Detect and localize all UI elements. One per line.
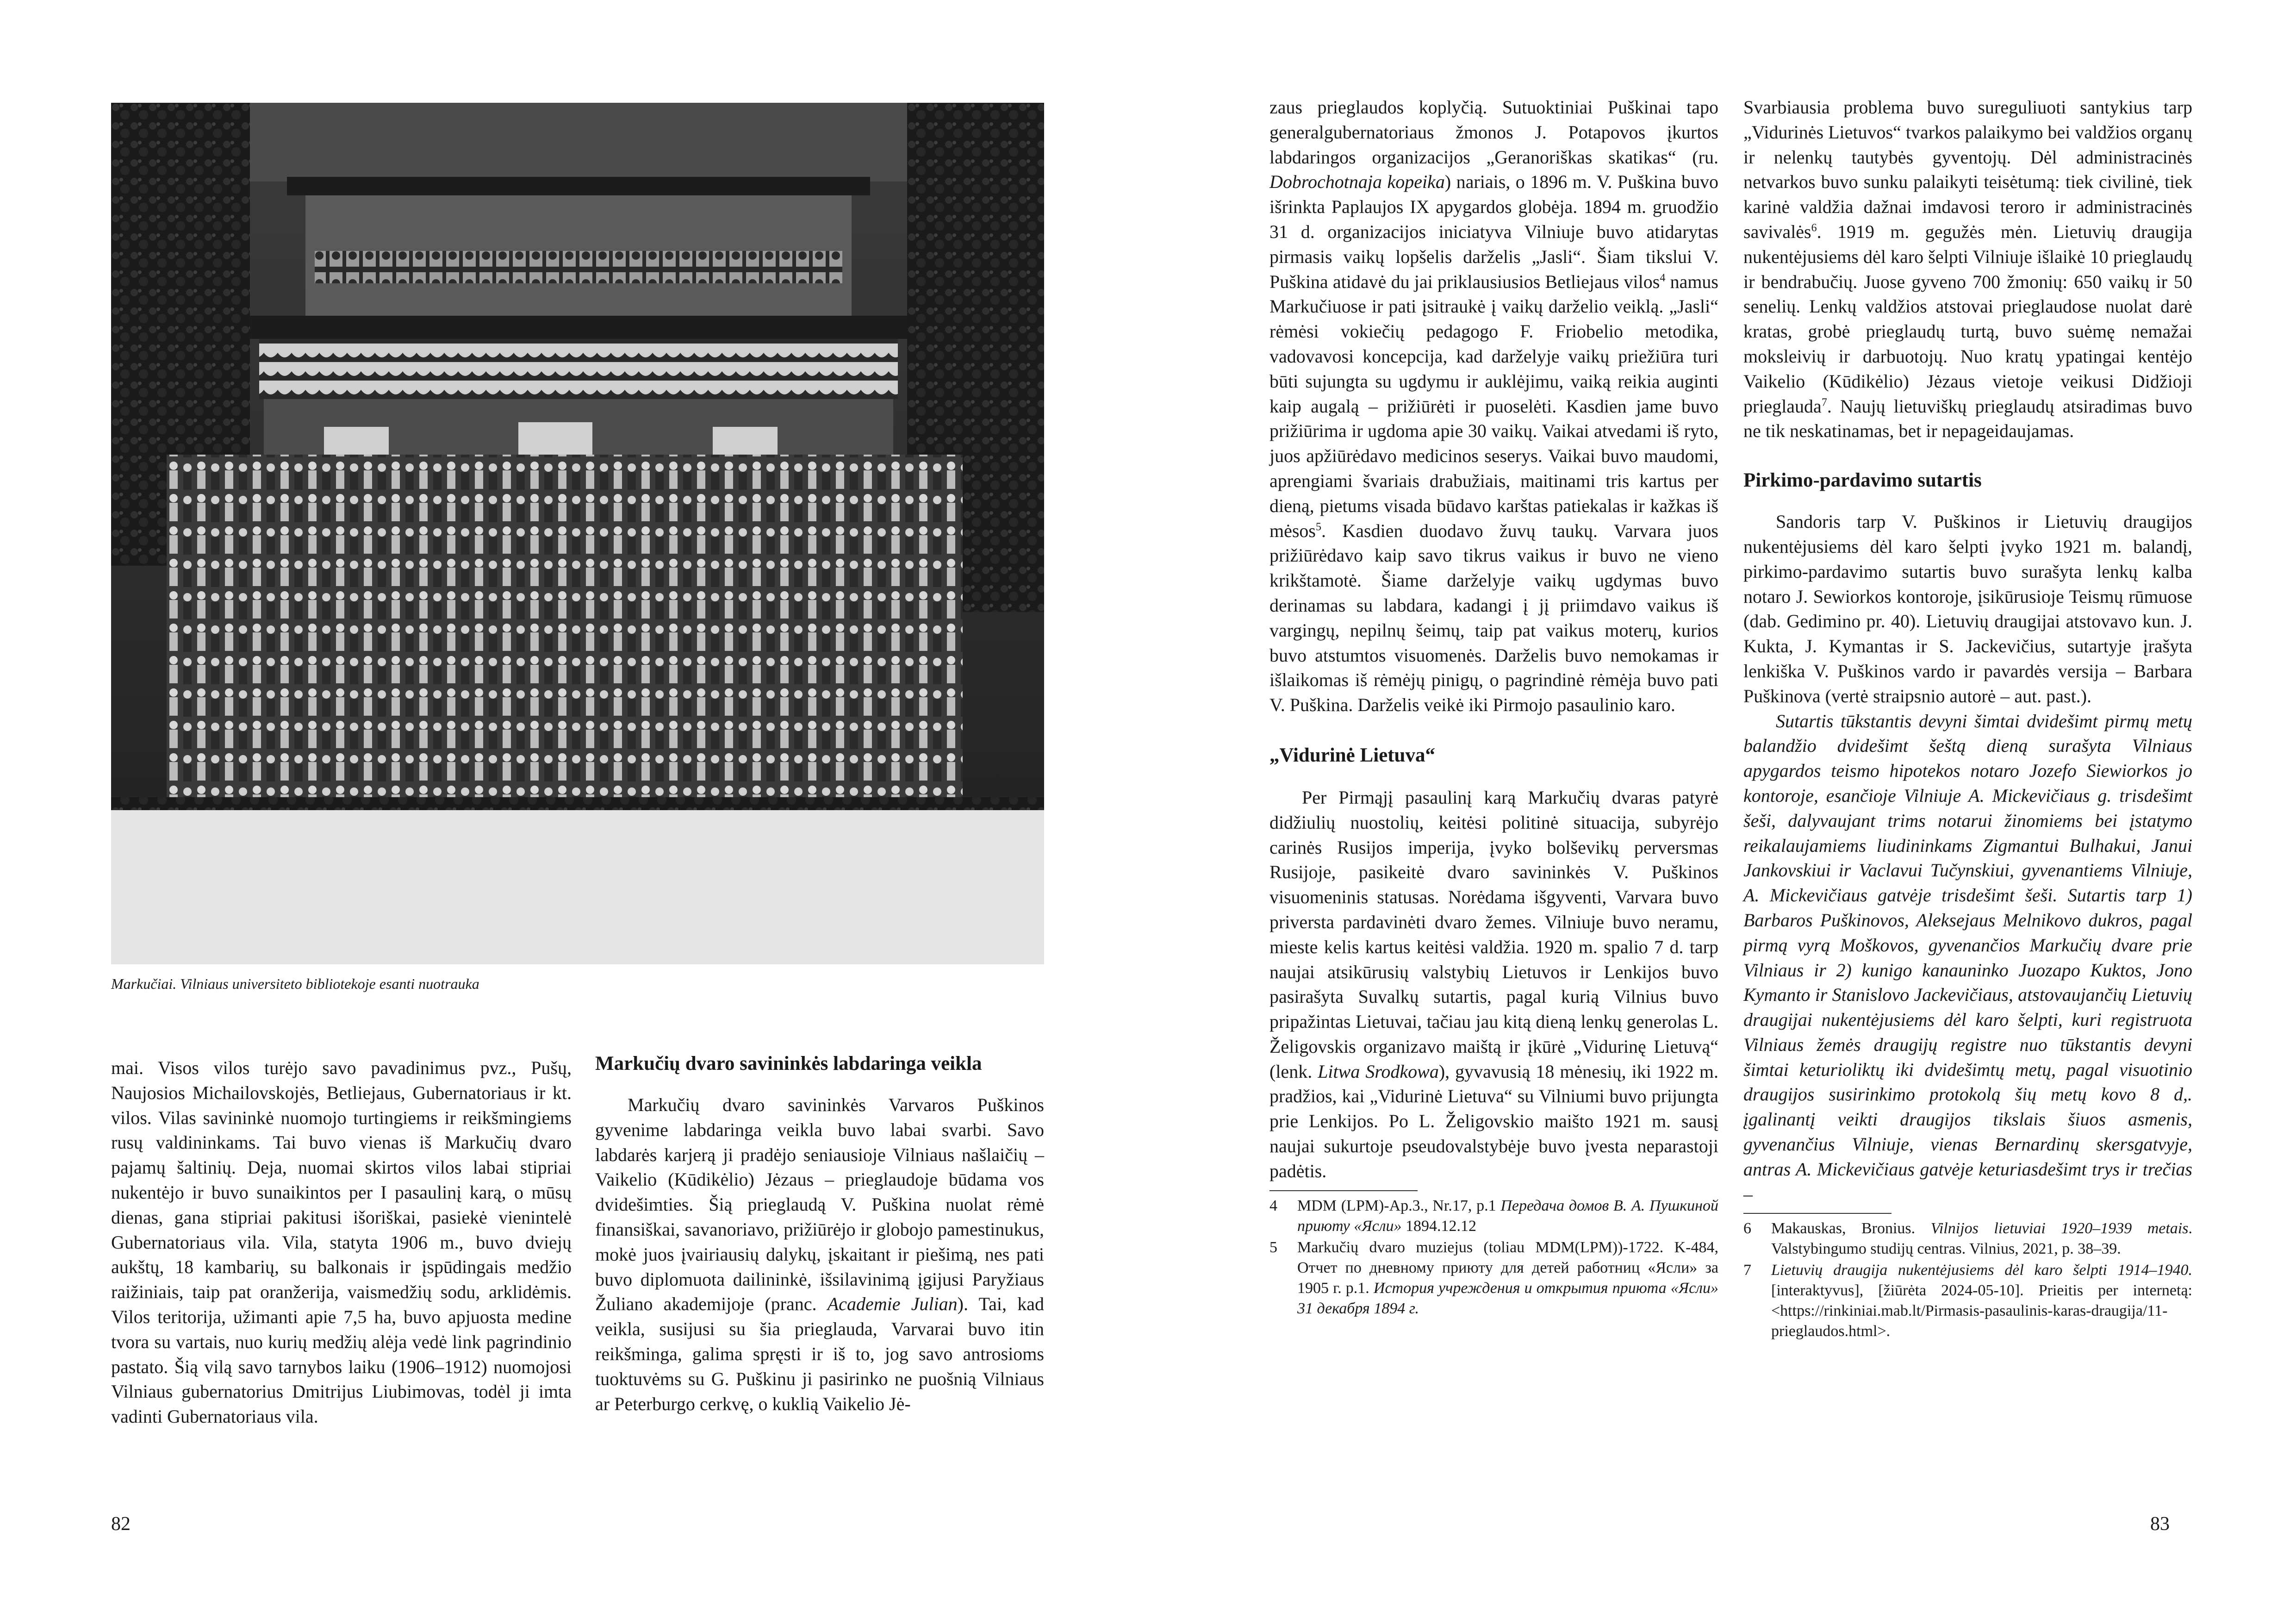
footnote bbox=[1269, 1196, 1718, 1237]
footnote-ref[interactable]: 5 bbox=[1316, 521, 1321, 533]
text-run: Markučių dvaro savininkės Varvaros Puškinos gyvenime labdaringa veikla buvo labai svarbi. Savo labdarės karjerą ji pradėjo seniausioje Vilniaus našlaičių – Vaikelio (Kūdikėlio) Jėzaus – prieglaudoje būdama vos dvidešimties. Šią prieglaudą V. Puškina nuolat rėmė finansiškai, savanoriavo, prižiūrėjo ir globojo pamestinukus, mokė juos įvairiausių dalykų, įskaitant ir piešimą, nes pati buvo diplomuota dailininkė, išsilavinimą įgijusi Paryžiaus Žuliano akademijoje (pranc. bbox=[595, 1094, 1044, 1315]
italic-text: Передача домов В. А. Пушкиной приюту «Ясли» bbox=[1297, 1197, 1719, 1235]
footnote-ref[interactable]: 6 bbox=[1811, 222, 1817, 234]
right-column-1 bbox=[1269, 95, 1718, 1320]
footnote bbox=[1743, 1218, 2192, 1259]
footnote-number: 4 bbox=[1269, 1197, 1277, 1214]
italic-text: Litwa Srodkowa bbox=[1318, 1061, 1439, 1082]
text-run: . Valstybingumo studijų centras. Vilnius, 2021, p. 38–39. bbox=[1771, 1220, 2192, 1258]
paragraph bbox=[1269, 785, 1718, 1184]
text-run: ). Tai, kad veikla, susijusi su šia prieglauda, Varvarai buvo itin reikšminga, galima spręsti ir iš to, jog savo antrosioms tuoktuvėms su G. Puškinu ji pasirinko ne puošnią Vilniaus ar Peterburgo cerkvę, o kuklią Vaikelio Jė- bbox=[595, 1293, 1045, 1414]
right-column-2 bbox=[1743, 95, 2192, 1343]
contract-quote: Sutartis tūkstantis devyni šimtai dvidešimt pirmų metų balandžio dvidešimt šeštą dieną surašyta Vilniaus apygardos teismo hipotekos notaro Jozefo Siewiorkos jo kontoroje, esančioje Vilniuje A. Mickevičiaus g. trisdešimt šeši, dalyvaujant trims notarui žinomiems bei įstatymo reikalaujamiems liudininkams Zigmantui Bulhakui, Janui Jankovskiui ir Vaclavui Tučynskiui, gyvenantiems Vilniuje, A. Mickevičiaus gatvėje trisdešimt šeši. Sutartis tarp 1) Barbaros Puškinovos, Aleksejaus Melnikovo dukros, pagal pirmą vyrą Moškovos, gyvenančios Markučių dvare prie Vilniaus ir 2) kunigo kanauninko Juozapo Kuktos, Jono Kymanto ir Stanislovo Jackevičiaus, atstovaujančių Lietuvių draugijai nukentėjusiems dėl karo šelpti, kuri registruota Vilniaus žemės draugijų registre nuo tūkstantis devyni šimtai keturioliktų iki dvidešimtų metų, pagal visuotinio draugijos susirinkimo protokolą šių metų kovo 8 d,. įgalinantį veikti draugijos tikslais šiuos asmenis, gyvenančius Vilniuje, vienas Bernardinų skersgatvyje, antras A. Mickevičiaus gatvėje keturiasdešimt trys ir trečias – bbox=[1743, 710, 2192, 1205]
left-column-2 bbox=[595, 1051, 1044, 1416]
photo-annotation-strip bbox=[111, 810, 1044, 964]
section-heading: „Vidurinė Lietuva“ bbox=[1269, 744, 1435, 766]
text-run: Per Pirmąjį pasaulinį karą Markučių dvaras patyrė didžiulių nuostolių, keitėsi politinė situacija, subyrėjo carinės Rusijos imperija, įvyko bolševikų perversmas Rusijoje, pasikeitė dvaro savininkės V. Puškinos visuomeninis statusas. Norėdama išgyventi, Varvara buvo priversta pardavinėti dvaro žemes. Vilniuje buvo neramu, miestе kelis kartus keitėsi valdžia. 1920 m. spalio 7 d. tarp naujai atsikūrusių valstybių Lietuvos ir Lenkijos buvo pasirašyta Suvalkų sutartis, pagal kurią Vilnius buvo pripažintas Lietuvai, tačiau jau kitą dieną lenkų generolas L. Želigovskis organizavo maištą ir įkūrė „Vidurinę Lietuvą“ (lenk. bbox=[1269, 787, 1718, 1082]
footnote-rule bbox=[1269, 1190, 1418, 1191]
footnote-ref[interactable]: 4 bbox=[1660, 272, 1666, 284]
text-run: ) nariais, o 1896 m. V. Puškina buvo išrinkta Paplaujos IX apygardos globėja. 1894 m. gruodžio 31 d. organizacijos iniciatyva Vilniuje buvo atidarytas pirmasis vaikų lopšelis darželis „Jasli“. Šiam tikslui V. Puškina atidavė du jai priklausiusios Betliejaus vilos bbox=[1269, 171, 1719, 292]
footnote-number: 5 bbox=[1269, 1238, 1277, 1256]
paragraph: Sandoris tarp V. Puškinos ir Lietuvių draugijos nukentėjusiems dėl karo šelpti įvyko 1921 m. balandį, pirkimo-pardavimo sutartis buvo surašyta lenkų kalba notaro J. Sewiorkos kontoroje, įsikūrusioje Teismų rūmuose (dab. Gedimino pr. 40). Lietuvių draugijai atstovavo kun. J. Kukta, J. Kymantas ir S. Jackevičius, sutartyje įrašyta lenkiška V. Puškinos vardo ir pavardės versija – Barbara Puškinova (vertė straipsnio autorė – aut. past.). bbox=[1743, 511, 2192, 706]
text-run: . Kasdien duodavo žuvų taukų. Varvara juos prižiūrėdavo kaip savo tikrus vaikus ir buvo ne vieno krikštamotė. Šiame darželyje vaikų ugdymas buvo derinamas su labdara, kadangi į jį priimdavo vaikus iš vargingų, nepilnų šeimų, taip pat vaikus moterų, kurios buvo atstumtos visuomenės. Darželis buvo nemokamas ir išlaikomas iš rėmėjų pinigų, o pagrindinė rėmėja buvo pati V. Puškina. Darželis veikė iki Pirmojo pasaulinio karo. bbox=[1269, 520, 1718, 716]
text-run: Markučių dvaro muziejus (toliau MDM(LPM))-1722. K-484, Отчет по дневному приюту для детей работниц «Ясли» за 1905 г. р.1. bbox=[1297, 1238, 1718, 1297]
italic-text: Academie Julian bbox=[827, 1293, 958, 1315]
page-number: 82 bbox=[111, 1513, 131, 1535]
text-run: namus Markučiuose ir pati įsitraukė į vaikų darželio veiklą. „Jasli“ rėmėsi vokiečių pedagogo F. Friobelio metodika, vadovavosi koncepcija, kad darželyje vaikų priežiūra turi būti sujungta su ugdymu ir auklėjimu, vaiką reikia auginti kaip augalą – prižiūrėti ir puoselėti. Kasdien jame buvo prižiūrima ir ugdoma apie 30 vaikų. Vaikai atvedami iš ryto, juos apžiūrėdavo medicinos seserys. Vaikai buvo maudomi, aprengiami švariais drabužiais, maitinami tris kartus per dieną, pietums visada būdavo karštas patiekalas ir kažkas iš mėsos bbox=[1269, 271, 1718, 541]
text-run: . 1919 m. gegužės mėn. Lietuvių draugija nukentėjusiems dėl karo šelpti Vilniuje išlaikė 10 prieglaudų ir bendrabučių. Juose gyveno 700 žmonių: 650 vaikų ir 50 senelių. Lenkų valdžios atstovai prieglaudose nuolat darė kratas, grobė prieglaudų turtą, buvo suėmę nemažai moksleivių ir darbuotojų. Nuo kratų ypatingai kentėjo Vaikelio (Kūdikėlio) Jėzaus vietoje veikusi Didžioji prieglauda bbox=[1743, 221, 2192, 417]
italic-text: Lietuvių draugija nukentėjusiems dėl karo šelpti 1914–1940. bbox=[1771, 1262, 2192, 1279]
footnote-text bbox=[1297, 1237, 1718, 1319]
text-run: MDM (LPM)-Ap.3., Nr.17, p.1 bbox=[1297, 1197, 1501, 1214]
paragraph bbox=[1269, 95, 1718, 718]
paragraph bbox=[1743, 95, 2192, 443]
footnote-list bbox=[1743, 1218, 2192, 1342]
footnote-text bbox=[1297, 1196, 1718, 1237]
italic-text: Vilnijos lietuviai 1920–1939 metais bbox=[1930, 1220, 2189, 1237]
page-number: 83 bbox=[2150, 1513, 2170, 1535]
footnote-number: 7 bbox=[1743, 1262, 1751, 1279]
text-run: ), gyvavusią 18 mėnesių, iki 1922 m. pradžios, kai „Vidurinė Lietuva“ su Vilniumi buvo prijungta prie Lenkijos. Po L. Želigovskio maišto 1921 m. sausį naujai sukurtoje pseudovalstybėje buvo įvesta neparastoji padėtis. bbox=[1269, 1061, 1718, 1181]
section-heading: Markučių dvaro savininkės labdaringa veikla bbox=[595, 1053, 982, 1074]
italic-text: История учреждения и открытия приюта «Ясли» 31 декабря 1894 г. bbox=[1297, 1279, 1718, 1317]
footnote-text bbox=[1771, 1218, 2192, 1259]
footnote-text bbox=[1771, 1260, 2192, 1342]
text-run: 1894.12.12 bbox=[1401, 1217, 1477, 1235]
section-heading: Pirkimo-pardavimo sutartis bbox=[1743, 469, 1982, 492]
footnote-rule bbox=[1743, 1213, 1892, 1214]
footnote bbox=[1743, 1260, 2192, 1342]
text-run: Makauskas, Bronius. bbox=[1771, 1220, 1931, 1237]
right-page bbox=[1148, 0, 2296, 1624]
italic-text: Dobrochotnaja kopeika bbox=[1269, 171, 1445, 193]
footnote-list bbox=[1269, 1196, 1718, 1319]
left-column-1 bbox=[111, 1056, 572, 1429]
photo-caption: Markučiai. Vilniaus universiteto bibliotekoje esanti nuotrauka bbox=[111, 975, 479, 992]
text-run: [interaktyvus], [žiūrėta 2024-05-10]. Prieitis per internetą: <https://rinkiniai.mab.lt/Pirmasis-pasaulinis-karas-draugija/11-prieglaudos.html>. bbox=[1771, 1282, 2192, 1340]
text-run: Svarbiausia problema buvo sureguliuoti santykius tarp „Vidurinės Lietuvos“ tvarkos palaikymo bei valdžios organų ir nelenkų tautybės gyventojų. Dėl administracinės netvarkos buvo sunku palaikyti teisėtumą: tiek civilinė, tiek karinė valdžia dažnai imdavosi teroro ir administracinės savivalės bbox=[1743, 97, 2192, 242]
footnote bbox=[1269, 1237, 1718, 1319]
paragraph bbox=[595, 1093, 1044, 1416]
footnote-number: 6 bbox=[1743, 1220, 1751, 1237]
text-run: . Naujų lietuviškų prieglaudų atsiradimas buvo ne tik neskatinamas, bet ir nepageidaujamas. bbox=[1743, 395, 2192, 442]
paragraph: mai. Visos vilos turėjo savo pavadinimus pvz., Pušų, Naujosios Michailovskojės, Betliejaus, Gubernatoriaus ir kt. vilos. Vilas savininkė nuomojo turtingiems ir reikšmingiems rusų valdininkams. Tai buvo vienas iš Markučių dvaro pajamų šaltinių. Deja, nuomai skirtos vilos labai stipriai nukentėjo ir buvo sunaikintos per I pasaulinį karą, o mūsų dienas, gana stipriai pakitusi išoriškai, pasiekė vienintelė Gubernatoriaus vila. Vila, statyta 1906 m., buvo dviejų aukštų, 18 kambarių, su balkonais ir įspūdingais medžio raižiniais, taip pat oranžerija, vaismedžių sodu, arklidėmis. Vilos teritorija, užimanti apie 7,5 ha, buvo apjuosta medine tvora su vartais, nuo kurių medžių alėja vedė link pagrindinio pastato. Šią vilą savo tarnybos laiku (1906–1912) nuomojosi Vilniaus gubernatorius Dmitrijus Liubimovas, todėl ji imta vadinti Gubernatoriaus vila. bbox=[111, 1057, 572, 1427]
historical-photo bbox=[111, 103, 1044, 964]
text-run: zaus prieglaudos koplyčią. Sutuoktiniai Puškinai tapo generalgubernatoriaus žmonos J. Potapovos įkurtos labdaringos organizacijos „Geranoriškas skatikas“ (ru. bbox=[1269, 97, 1718, 168]
footnote-ref[interactable]: 7 bbox=[1821, 396, 1827, 409]
